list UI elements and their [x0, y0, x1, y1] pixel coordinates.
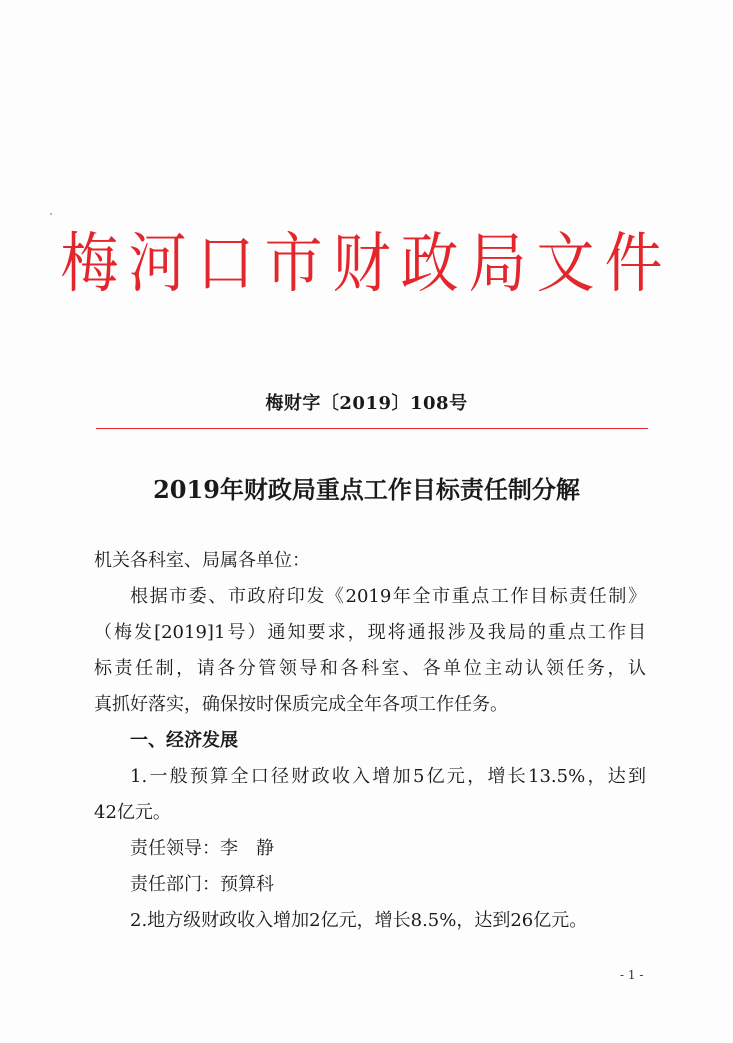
paragraph-line-4: 真抓好落实，确保按时保质完成全年各项工作任务。	[94, 694, 508, 715]
item1-line-1	[130, 762, 646, 788]
paragraph-line-1-text: 根据市委、市政府印发《2019年全市重点工作目标责任制》	[130, 586, 646, 607]
item1-line-2: 42亿元。	[94, 802, 171, 823]
paragraph-line-3	[94, 654, 646, 680]
paragraph-line-1	[130, 582, 646, 608]
paragraph-line-2	[94, 618, 646, 644]
section-heading: 一、经济发展	[130, 730, 238, 751]
document-number: 梅财字〔2019〕108号	[265, 393, 468, 414]
item2-line: 2.地方级财政收入增加2亿元，增长8.5%，达到26亿元。	[130, 910, 588, 931]
paragraph-line-2-text: （梅发[2019]1号）通知要求，现将通报涉及我局的重点工作目	[94, 622, 646, 643]
paragraph-line-3-text: 标责任制，请各分管领导和各科室、各单位主动认领任务，认	[94, 658, 646, 679]
item1-leader: 责任领导：李 静	[130, 838, 274, 859]
page-number: - 1 -	[620, 968, 644, 982]
item1-line-1-text: 1.一般预算全口径财政收入增加5亿元，增长13.5%，达到	[130, 766, 646, 787]
document-body	[94, 0, 646, 1043]
masthead-title: 梅河口市财政局文件	[60, 224, 673, 302]
salutation: 机关各科室、局属各单位：	[94, 550, 310, 571]
item1-department: 责任部门：预算科	[130, 874, 274, 895]
document-title: 2019年财政局重点工作目标责任制分解	[153, 475, 580, 504]
